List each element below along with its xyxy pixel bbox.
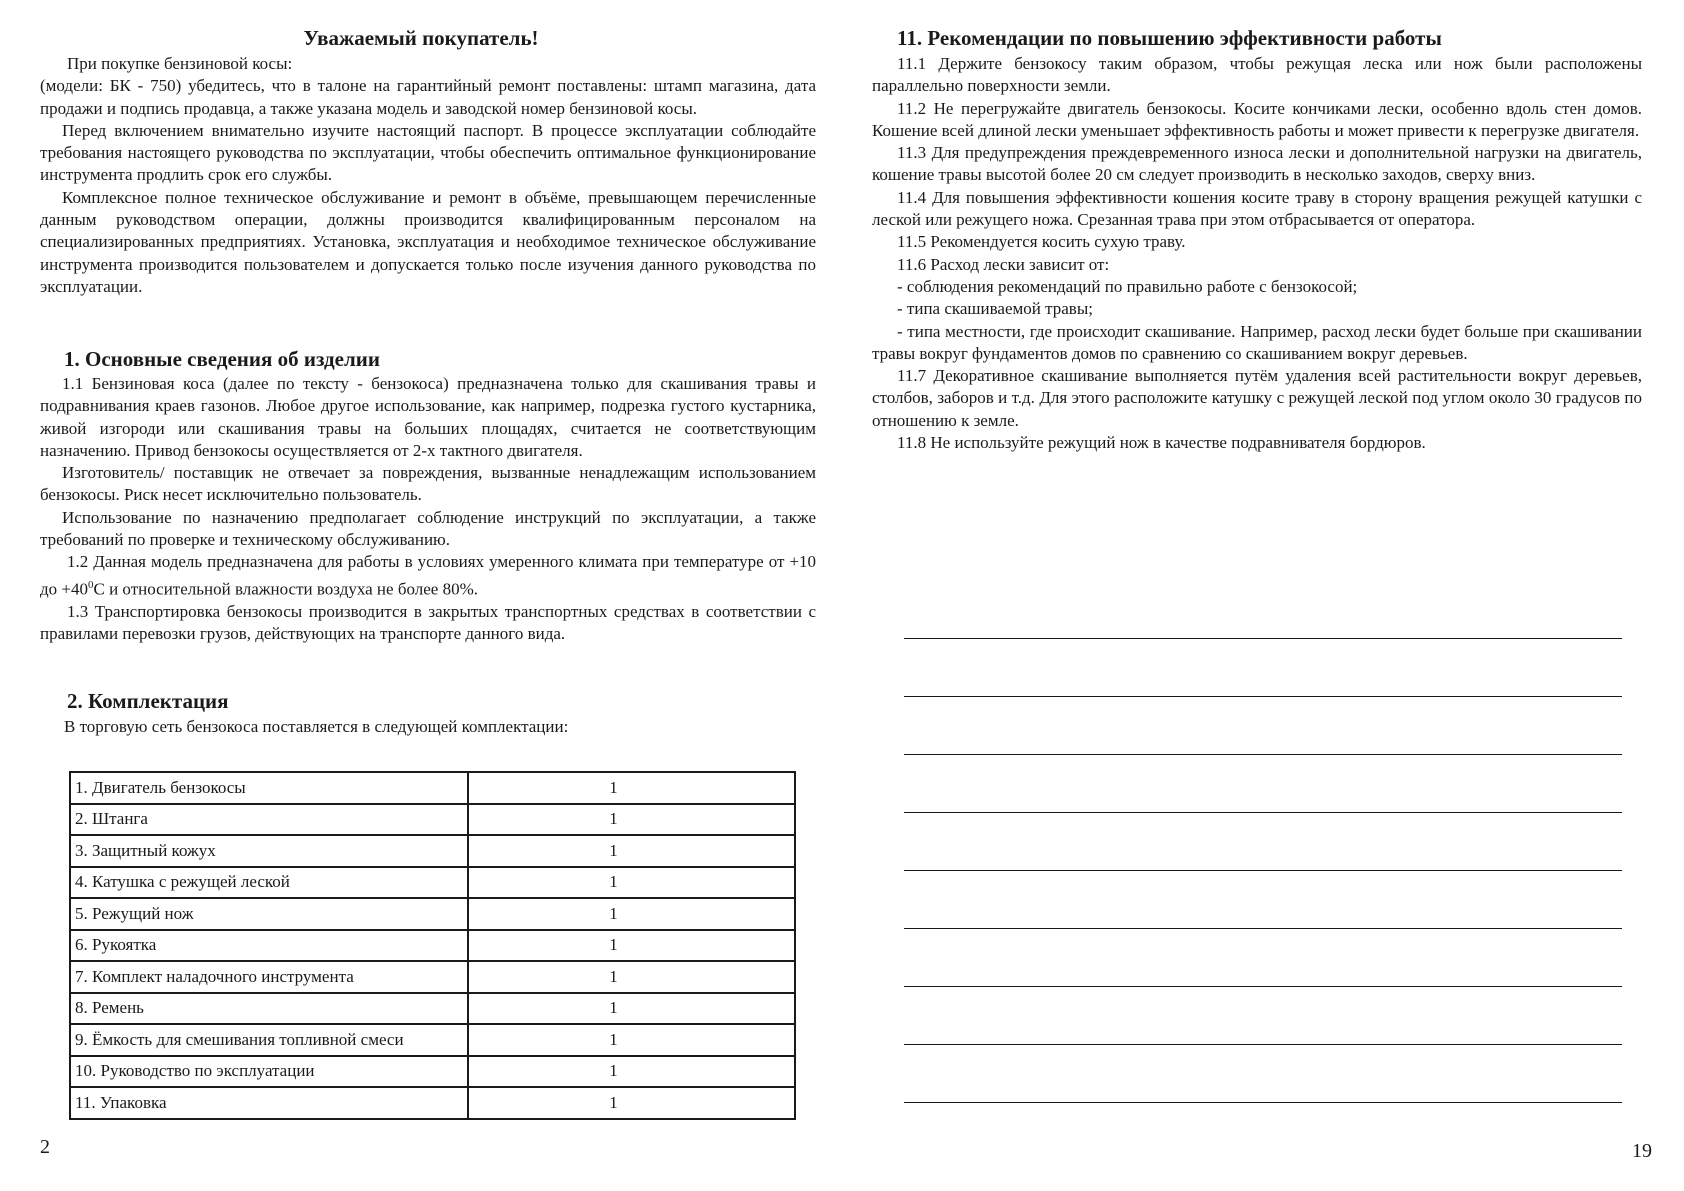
list-item-grass-type: - типа скашиваемой травы; bbox=[897, 299, 1093, 319]
table-row bbox=[70, 804, 795, 836]
kit-item-name: 1. Двигатель бензокосы bbox=[70, 772, 468, 804]
kit-item-qty: 1 bbox=[468, 772, 795, 804]
kit-table bbox=[69, 771, 796, 1120]
kit-item-qty: 1 bbox=[468, 1087, 795, 1119]
kit-item-name: 2. Штанга bbox=[70, 804, 468, 836]
notes-line bbox=[904, 1044, 1622, 1045]
notes-line bbox=[904, 1102, 1622, 1103]
table-row bbox=[70, 1087, 795, 1119]
table-row bbox=[70, 993, 795, 1025]
section-11-body bbox=[872, 53, 1642, 454]
list-item-recommendations: - соблюдения рекомендаций по правильно работе с бензокосой; bbox=[897, 276, 1358, 296]
table-row bbox=[70, 835, 795, 867]
paragraph-11-8: 11.8 Не используйте режущий нож в качестве подравнивателя бордюров. bbox=[897, 433, 1426, 453]
paragraph-11-6: 11.6 Расход лески зависит от: bbox=[897, 254, 1110, 274]
paragraph-11-5: 11.5 Рекомендуется косить сухую траву. bbox=[897, 232, 1186, 252]
kit-item-qty: 1 bbox=[468, 961, 795, 993]
notes-line bbox=[904, 696, 1622, 697]
table-row bbox=[70, 961, 795, 993]
paragraph-1-2 bbox=[40, 551, 816, 600]
kit-item-name: 11. Упаковка bbox=[70, 1087, 468, 1119]
paragraph-11-2: 11.2 Не перегружайте двигатель бензокосы. Косите кончиками лески, особенно вдоль стен домов. Кошение всей длиной лески уменьшает эффективность работы и может привести к перегрузке двигателя. bbox=[872, 98, 1642, 140]
kit-item-name: 4. Катушка с режущей леской bbox=[70, 867, 468, 899]
intro-section bbox=[40, 53, 816, 298]
kit-item-qty: 1 bbox=[468, 993, 795, 1025]
paragraph-11-7: 11.7 Декоративное скашивание выполняется путём удаления всей растительности вокруг деревьев, столбов, заборов и т.д. Для этого расположите катушку с режущей леской под углом около 30 градусов по отношению к земле. bbox=[872, 366, 1642, 430]
intro-line-1: При покупке бензиновой косы: bbox=[67, 54, 293, 73]
kit-item-qty: 1 bbox=[468, 835, 795, 867]
kit-item-qty: 1 bbox=[468, 804, 795, 836]
notes-line bbox=[904, 870, 1622, 871]
notes-line bbox=[904, 638, 1622, 639]
kit-item-name: 8. Ремень bbox=[70, 993, 468, 1025]
degree-superscript: 0 bbox=[88, 578, 94, 591]
table-row bbox=[70, 1056, 795, 1088]
section-11-heading: 11. Рекомендации по повышению эффективности работы bbox=[897, 26, 1442, 50]
kit-item-name: 6. Рукоятка bbox=[70, 930, 468, 962]
section-2-text: В торговую сеть бензокоса поставляется в следующей комплектации: bbox=[64, 717, 569, 736]
kit-item-qty: 1 bbox=[468, 867, 795, 899]
page-number-right: 19 bbox=[1632, 1140, 1652, 1162]
paragraph-usage: Использование по назначению предполагает соблюдение инструкций по эксплуатации, а также требований по проверке и техническому обслуживанию. bbox=[40, 507, 816, 550]
paragraph-1-2-text-end: С и относительной влажности воздуха не более 80%. bbox=[93, 579, 478, 599]
paragraph-1-3: 1.3 Транспортировка бензокосы производится в закрытых транспортных средствах в соответствии с правилами перевозки грузов, действующих на транспорте данного вида. bbox=[40, 601, 816, 643]
table-row bbox=[70, 867, 795, 899]
intro-paragraph-maintenance: Комплексное полное техническое обслуживание и ремонт в объёме, превышающем перечисленные данным руководством операции, должны производится квалифицированным персоналом на специализированных предприятиях. Установка, эксплуатация и необходимое техническое обслуживание инструмента производится пользователем и допускается только после изучения данного руководства по эксплуатации. bbox=[40, 187, 816, 296]
section-2-heading: 2. Комплектация bbox=[67, 689, 229, 713]
notes-line bbox=[904, 928, 1622, 929]
kit-item-name: 5. Режущий нож bbox=[70, 898, 468, 930]
table-row bbox=[70, 772, 795, 804]
kit-item-qty: 1 bbox=[468, 898, 795, 930]
intro-paragraph-read-manual: Перед включением внимательно изучите настоящий паспорт. В процессе эксплуатации соблюдайте требования настоящего руководства по эксплуатации, чтобы обеспечить оптимальное функционирование инструмента продлить срок его службы. bbox=[40, 120, 816, 185]
section-1-body bbox=[40, 373, 816, 645]
kit-item-name: 9. Ёмкость для смешивания топливной смеси bbox=[70, 1024, 468, 1056]
kit-item-name: 3. Защитный кожух bbox=[70, 835, 468, 867]
kit-item-name: 10. Руководство по эксплуатации bbox=[70, 1056, 468, 1088]
page-title: Уважаемый покупатель! bbox=[303, 26, 539, 50]
paragraph-11-3: 11.3 Для предупреждения преждевременного износа лески и дополнительной нагрузки на двигатель, кошение травы высотой более 20 см следует производить в несколько заходов, сверху вниз. bbox=[872, 143, 1642, 185]
list-item-terrain: - типа местности, где происходит скашивание. Например, расход лески будет больше при скашивании травы вокруг фундаментов домов по сравнению со скашиванием вокруг деревьев. bbox=[872, 321, 1642, 363]
kit-item-name: 7. Комплект наладочного инструмента bbox=[70, 961, 468, 993]
paragraph-11-4: 11.4 Для повышения эффективности кошения косите траву в сторону вращения режущей катушки с леской или режущего ножа. Срезанная трава при этом отбрасывается от оператора. bbox=[872, 187, 1642, 230]
notes-line bbox=[904, 754, 1622, 755]
paragraph-1-1: 1.1 Бензиновая коса (далее по тексту - бензокоса) предназначена только для скашивания травы и подравнивания краев газонов. Любое другое использование, как например, подрезка густого кустарника, живой изгороди или скашивания травы на больших площадях, считается не соответствующим назначению. Привод бензокосы осуществляется от 2-х тактного двигателя. bbox=[40, 374, 816, 460]
section-1-heading: 1. Основные сведения об изделии bbox=[64, 347, 380, 371]
page-number-left: 2 bbox=[40, 1136, 50, 1158]
table-row bbox=[70, 930, 795, 962]
paragraph-manufacturer: Изготовитель/ поставщик не отвечает за повреждения, вызванные ненадлежащим использованием бензокосы. Риск несет исключительно пользователь. bbox=[40, 463, 816, 505]
kit-item-qty: 1 bbox=[468, 1056, 795, 1088]
table-row bbox=[70, 898, 795, 930]
notes-line bbox=[904, 986, 1622, 987]
paragraph-1-2-text: 1.2 Данная модель предназначена для работы в условиях умеренного климата при температуре от +10 до +40 bbox=[40, 552, 816, 599]
paragraph-11-1: 11.1 Держите бензокосу таким образом, чтобы режущая леска или нож были расположены параллельно поверхности земли. bbox=[872, 54, 1642, 96]
table-row bbox=[70, 1024, 795, 1056]
kit-item-qty: 1 bbox=[468, 930, 795, 962]
notes-line bbox=[904, 812, 1622, 813]
intro-paragraph-model: (модели: БК - 750) убедитесь, что в талоне на гарантийный ремонт поставлены: штамп магазина, дата продажи и подпись продавца, а также указана модель и заводской номер бензиновой косы. bbox=[40, 76, 816, 118]
kit-item-qty: 1 bbox=[468, 1024, 795, 1056]
